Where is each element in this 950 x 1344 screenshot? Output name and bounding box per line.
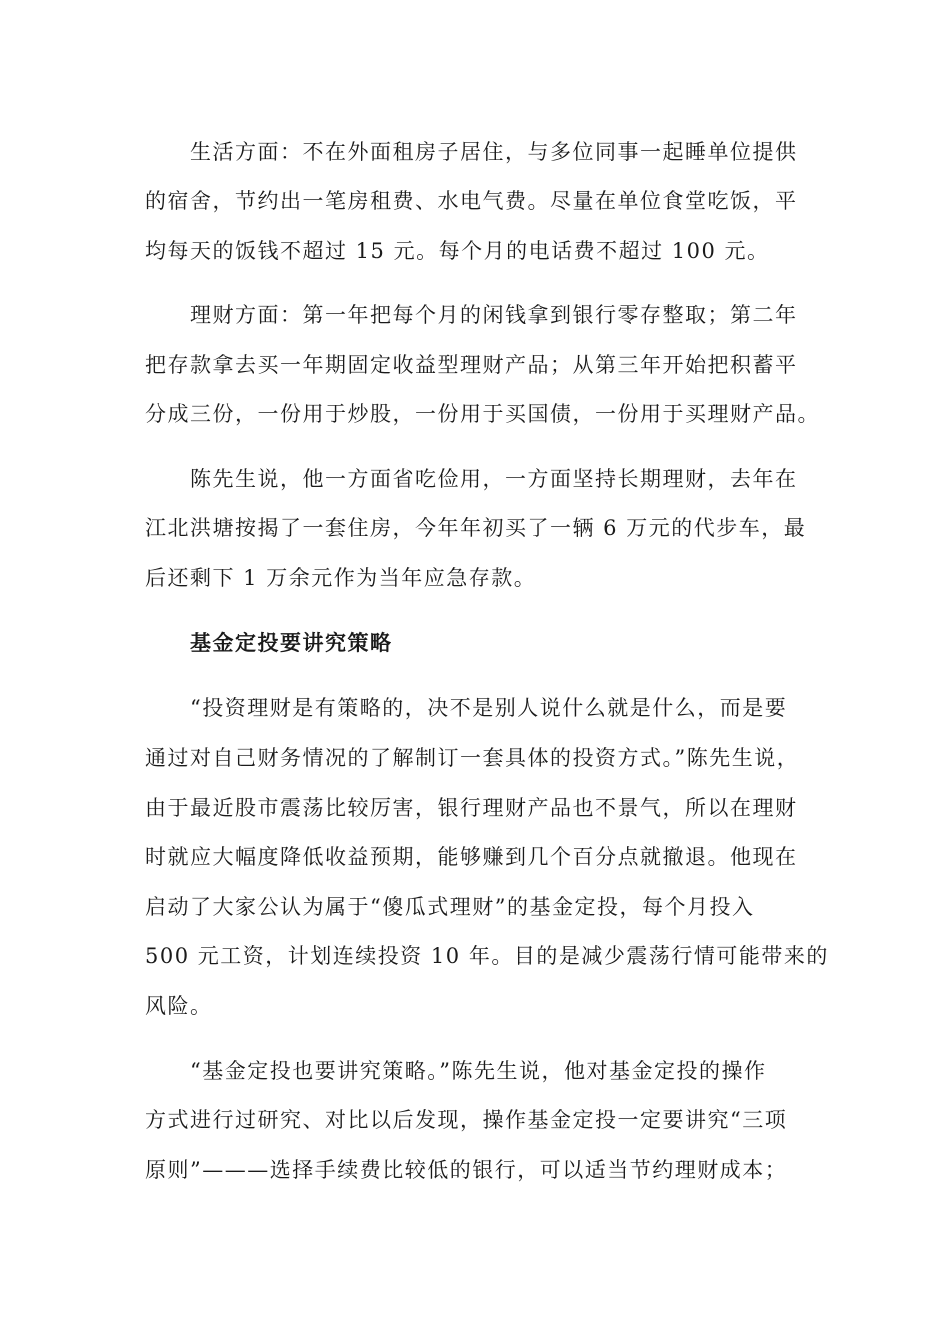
paragraph-line: “基金定投也要讲究策略。”陈先生说，他对基金定投的操作 bbox=[190, 1059, 767, 1083]
paragraph-line: 把存款拿去买一年期固定收益型理财产品；从第三年开始把积蓄平 bbox=[145, 353, 798, 377]
paragraph-line: 风险。 bbox=[145, 994, 213, 1018]
paragraph-line: 理财方面：第一年把每个月的闲钱拿到银行零存整取；第二年 bbox=[190, 303, 798, 327]
paragraph-line: 陈先生说，他一方面省吃俭用，一方面坚持长期理财，去年在 bbox=[190, 467, 798, 491]
paragraph-line: 时就应大幅度降低收益预期，能够赚到几个百分点就撤退。他现在 bbox=[145, 845, 798, 869]
paragraph-line: 方式进行过研究、对比以后发现，操作基金定投一定要讲究“三项 bbox=[145, 1108, 788, 1132]
paragraph-line: 均每天的饭钱不超过 15 元。每个月的电话费不超过 100 元。 bbox=[145, 239, 770, 263]
paragraph-line: 后还剩下 1 万余元作为当年应急存款。 bbox=[145, 566, 537, 590]
paragraph-line: 原则”———选择手续费比较低的银行，可以适当节约理财成本； bbox=[145, 1158, 788, 1182]
paragraph-line: 由于最近股市震荡比较厉害，银行理财产品也不景气，所以在理财 bbox=[145, 796, 798, 820]
paragraph-line: 生活方面：不在外面租房子居住，与多位同事一起睡单位提供 bbox=[190, 140, 798, 164]
paragraph-line: 的宿舍，节约出一笔房租费、水电气费。尽量在单位食堂吃饭，平 bbox=[145, 189, 798, 213]
section-heading: 基金定投要讲究策略 bbox=[190, 630, 393, 655]
paragraph-line: 分成三份，一份用于炒股，一份用于买国债，一份用于买理财产品。 bbox=[145, 402, 820, 426]
paragraph-line: 江北洪塘按揭了一套住房，今年年初买了一辆 6 万元的代步车，最 bbox=[145, 516, 807, 540]
paragraph-line: 通过对自己财务情况的了解制订一套具体的投资方式。”陈先生说， bbox=[145, 746, 800, 770]
paragraph-line: 500 元工资，计划连续投资 10 年。目的是减少震荡行情可能带来的 bbox=[145, 944, 829, 968]
paragraph-line: “投资理财是有策略的，决不是别人说什么就是什么，而是要 bbox=[190, 696, 788, 720]
paragraph-line: 启动了大家公认为属于“傻瓜式理财”的基金定投，每个月投入 bbox=[145, 895, 755, 919]
